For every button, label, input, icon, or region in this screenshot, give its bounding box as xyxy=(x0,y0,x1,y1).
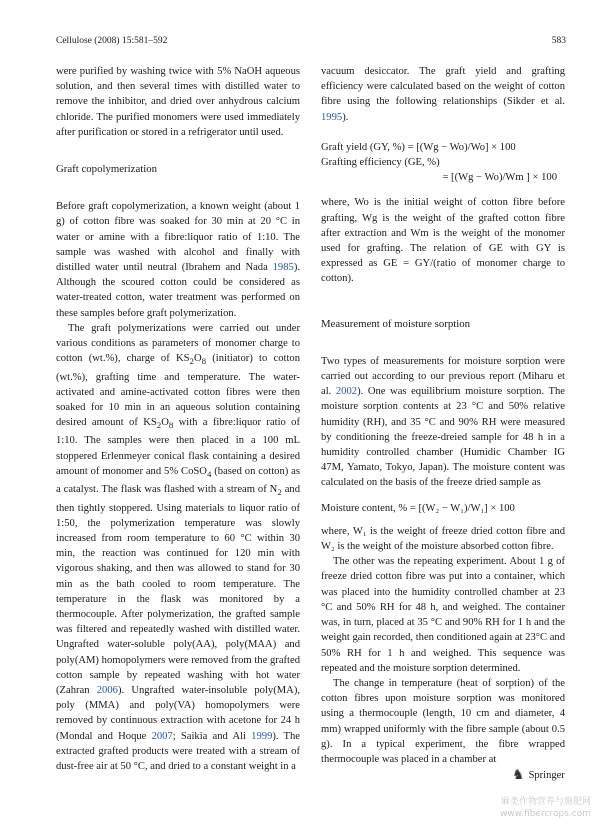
paragraph-continued: vacuum desiccator. The graft yield and grafting efficiency were calculated based on the weight of cotton fibre using the following relationships (Sikder et al. 1995). xyxy=(321,66,565,123)
paragraph-graft-1: Before graft copolymerization, a known weight (about 1 g) of cotton fibre was soaked for 30 min at 20 °C in water or amine with a fibre:liquor ratio of 1:10. The sample was washed with alcohol and finally with distilled water until neutral (Ibrahem and Nada 1985). Although the scoured cotton could be considered as water-treated cotton, water treatment was performed on these samples before graft polymerization. xyxy=(56,201,300,319)
citation-link[interactable]: 2006 xyxy=(96,684,118,696)
page-number: 583 xyxy=(551,36,566,46)
left-column xyxy=(56,64,300,774)
watermark-line-1: 麻类作物营养与施肥网 xyxy=(500,797,591,807)
section-heading-moisture: Measurement of moisture sorption xyxy=(321,317,471,330)
watermark xyxy=(500,796,591,820)
watermark-line-2: www.fibercrops.com xyxy=(500,809,591,819)
section-heading-graft: Graft copolymerization xyxy=(56,163,158,176)
paragraph-where-moisture: where, W₁ is the weight of freeze dried cotton fibre and W₂ is the weight of the moisture absorbed cotton fibre. xyxy=(321,525,565,553)
paragraph-repeating-experiment: The other was the repeating experiment. About 1 g of freeze dried cotton fibre was put into a container, which was placed into the humidity controlled chamber at 23 °C and 50% RH for 48 h, and weighed. The container was, in turn, placed at 35 °C and 90% RH for 1 h and the weight gain recorded, then conditioned again at 23°C and 50% RH for 1 h and weighed. This sequence was repeated and the moisture sorption determined. xyxy=(321,556,565,674)
paragraph-continued: were purified by washing twice with 5% NaOH aqueous solution, and then several times with distilled water to remove the inhibitor, and dried over anhydrous calcium chloride. The purified monomers were used immediately after purification or stored in a refrigerator until used. xyxy=(56,66,300,138)
citation-link[interactable]: 1985 xyxy=(272,262,294,274)
publisher-logo xyxy=(512,767,565,784)
citation-link[interactable]: 2007 xyxy=(151,730,173,742)
equation-grafting-efficiency: = [(Wg − Wo)/Wm ] × 100 xyxy=(442,172,557,184)
equation-moisture-content: Moisture content, % = [(W₂ − W₁)/W₁] × 100 xyxy=(321,502,515,514)
journal-citation: Cellulose (2008) 15:581–592 xyxy=(56,36,168,46)
citation-link[interactable]: 1995 xyxy=(321,111,343,123)
equation-grafting-efficiency-label: Grafting efficiency (GE, %) xyxy=(321,157,440,169)
paragraph-heat-of-sorption: The change in temperature (heat of sorption) of the cotton fibres upon moisture sorption was monitored using a thermocouple (length, 10 cm and diameter, 4 mm) wrapped uniformly with the fibre sample (about 0.5 g). In a typical experiment, the fibre wrapped thermocouple was placed in a chamber at xyxy=(321,677,565,765)
springer-horse-icon: ♞ xyxy=(512,768,525,783)
paragraph-where: where, Wo is the initial weight of cotton fibre before grafting, Wg is the weight of the grafted cotton fibre after extraction and Wm is the weight of the monomer used for grafting. The relation of GE with GY is expressed as GE = GY/(ratio of monomer charge to cotton). xyxy=(321,197,565,285)
paragraph-measurement-types: Two types of measurements for moisture sorption were carried out according to our previous report (Miharu et al. 2002). One was equilibrium moisture sorption. The moisture sorption contents at 23 °C and 50% relative humidity (RH), and 35 °C and 90% RH were measured by conditioning the freeze-dreied sample for 48 h in a humidity controlled chamber (Humidic Chamber IG 47M, Yamato, Tokyo, Japan). The moisture content was calculated on the basis of the freeze dried sample as xyxy=(321,355,565,489)
right-column xyxy=(321,64,565,767)
running-header xyxy=(56,36,566,46)
citation-link[interactable]: 2002 xyxy=(335,386,358,398)
publisher-name: Springer xyxy=(528,770,565,781)
citation-link[interactable]: 1999 xyxy=(251,730,273,742)
paragraph-graft-2: The graft polymerizations were carried out under various conditions as parameters of monomer charge to cotton (wt.%), charge of $KS_2O_8$ (initiator) to cotton (wt.%), grafting time and temperature. The water-activated and amine-activated cotton fibres were then soaked for 10 min in an aqueous solution containing desired amount of $KS_2O_8$ with a fibre:liquor ratio of 1:10. The samples were then placed in a 100 mL stoppered Erlenmeyer conical flask containing a desired amount of monomer and 5% CoSO$_4$ (based on cotton) as a catalyst. The flask was flashed with a stream of $N_2$ and then tightly stoppered. Using materials to liquor ratio of 1:50, the polymerization temperature was slowly increased from room temperature to 60 °C within 30 min, the reaction was continued for 120 min with vigorous shaking, and then was allowed to stand for 30 min as the bath cooled to room temperature. The temperature in the flask was monitored by a thermocouple. After polymerization, the grafted sample was filtered and repeatedly washed with distilled water. Ungrafted water-soluble poly(AA), poly(MAA) and poly(AM) homopolymers were removed from the grafted cotton sample by repeated washing with hot water (Zahran 2006). Ungrafted water-insoluble poly(MA), poly (MMA) and poly(VA) homopolymers were removed by continuous extraction with acetone for 24 h (Mondal and Hoque 2007; Saikia and Ali 1999). The extracted grafted products were treated with a stream of dust-free air at 50 °C, and dried to a constant weight in a xyxy=(56,322,301,772)
equation-graft-yield: Graft yield (GY, %) = [(Wg − Wo)/Wo] × 100 xyxy=(321,141,516,153)
